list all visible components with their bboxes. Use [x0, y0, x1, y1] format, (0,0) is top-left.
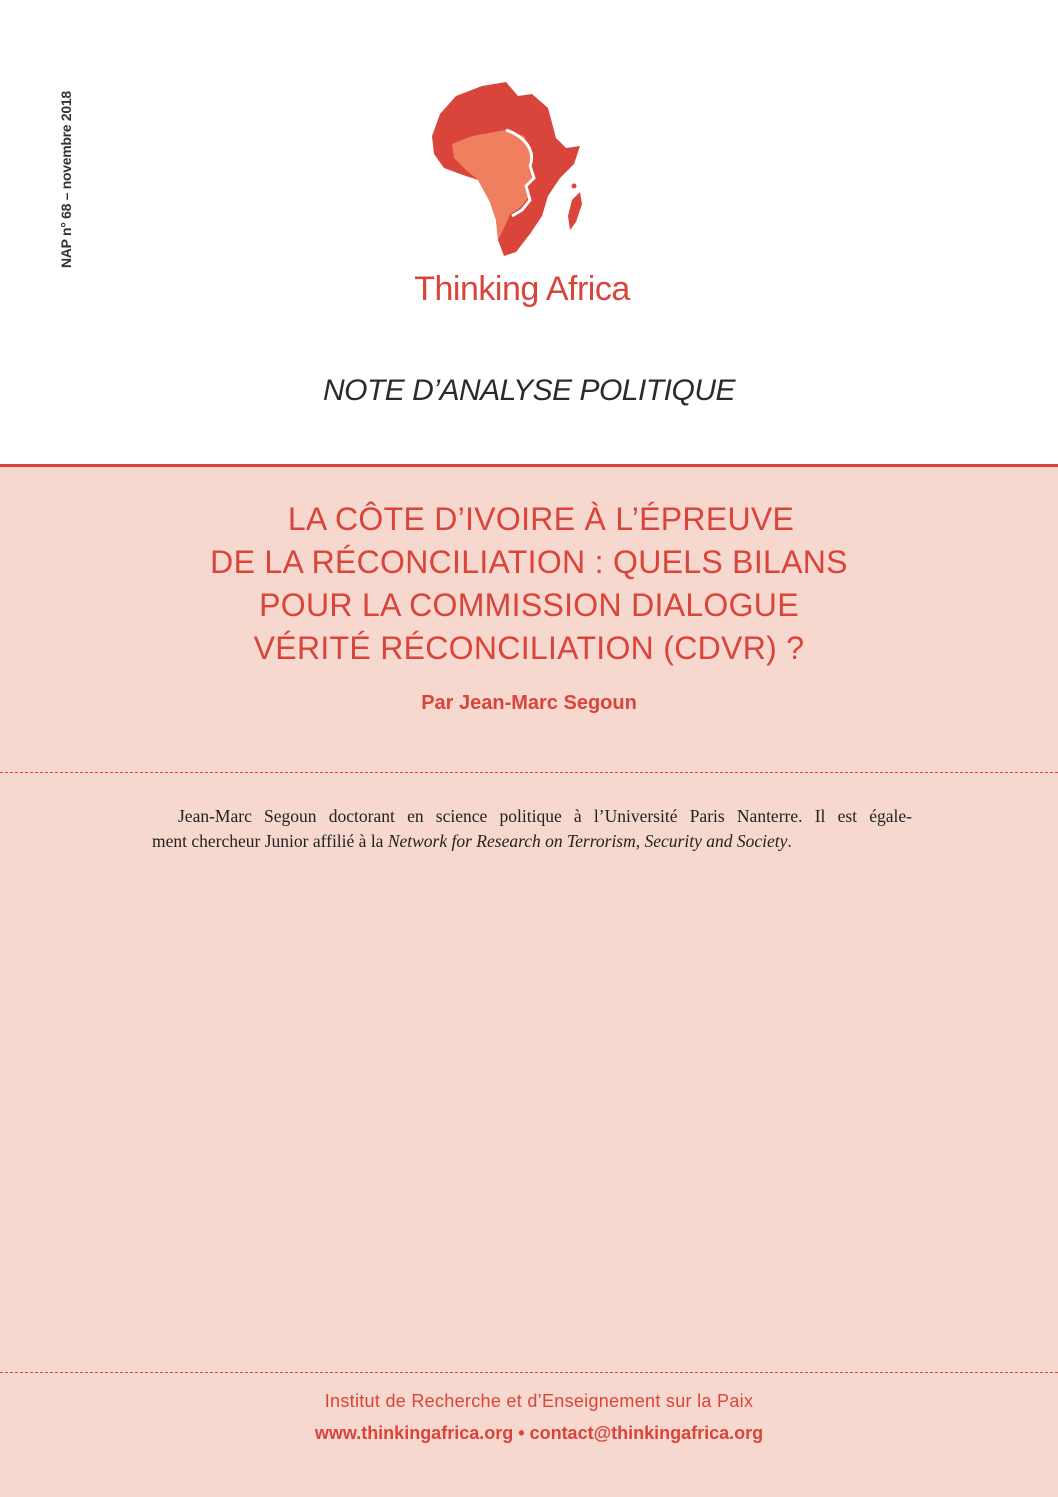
bio-organization: Network for Research on Terrorism, Security and Society	[387, 831, 788, 851]
document-type: NOTE D’ANALYSE POLITIQUE	[322, 374, 735, 407]
document-title	[0, 498, 1058, 670]
footer-separator: •	[518, 1423, 525, 1443]
bio-text: .	[787, 831, 792, 851]
bio-line	[152, 829, 912, 854]
dashed-divider	[0, 772, 1058, 773]
author-byline: Par Jean-Marc Segoun	[421, 692, 637, 714]
email-link[interactable]: contact@thinkingafrica.org	[529, 1423, 764, 1443]
title-line: VÉRITÉ RÉCONCILIATION (CDVR) ?	[253, 630, 805, 666]
header-divider	[0, 464, 1058, 467]
author-bio	[152, 804, 912, 854]
africa-logo-icon	[420, 74, 600, 264]
footer-institute: Institut de Recherche et d’Enseignement sur la Paix	[324, 1391, 754, 1411]
website-link[interactable]: www.thinkingafrica.org	[314, 1423, 514, 1443]
title-line: DE LA RÉCONCILIATION : QUELS BILANS	[210, 544, 848, 580]
bio-text: ment chercheur Junior affilié à la	[152, 831, 388, 851]
title-line: LA CÔTE D’IVOIRE À L’ÉPREUVE	[287, 501, 795, 537]
brand-name: Thinking Africa	[414, 270, 630, 308]
footer-contact	[0, 1423, 1058, 1444]
dashed-divider	[0, 1372, 1058, 1373]
series-label: NAP n° 68 – novembre 2018	[58, 91, 74, 268]
bio-line: Jean-Marc Segoun doctorant en science politique à l’Université Paris Nanterre. Il est égale-	[178, 806, 912, 826]
title-line: POUR LA COMMISSION DIALOGUE	[259, 587, 799, 623]
